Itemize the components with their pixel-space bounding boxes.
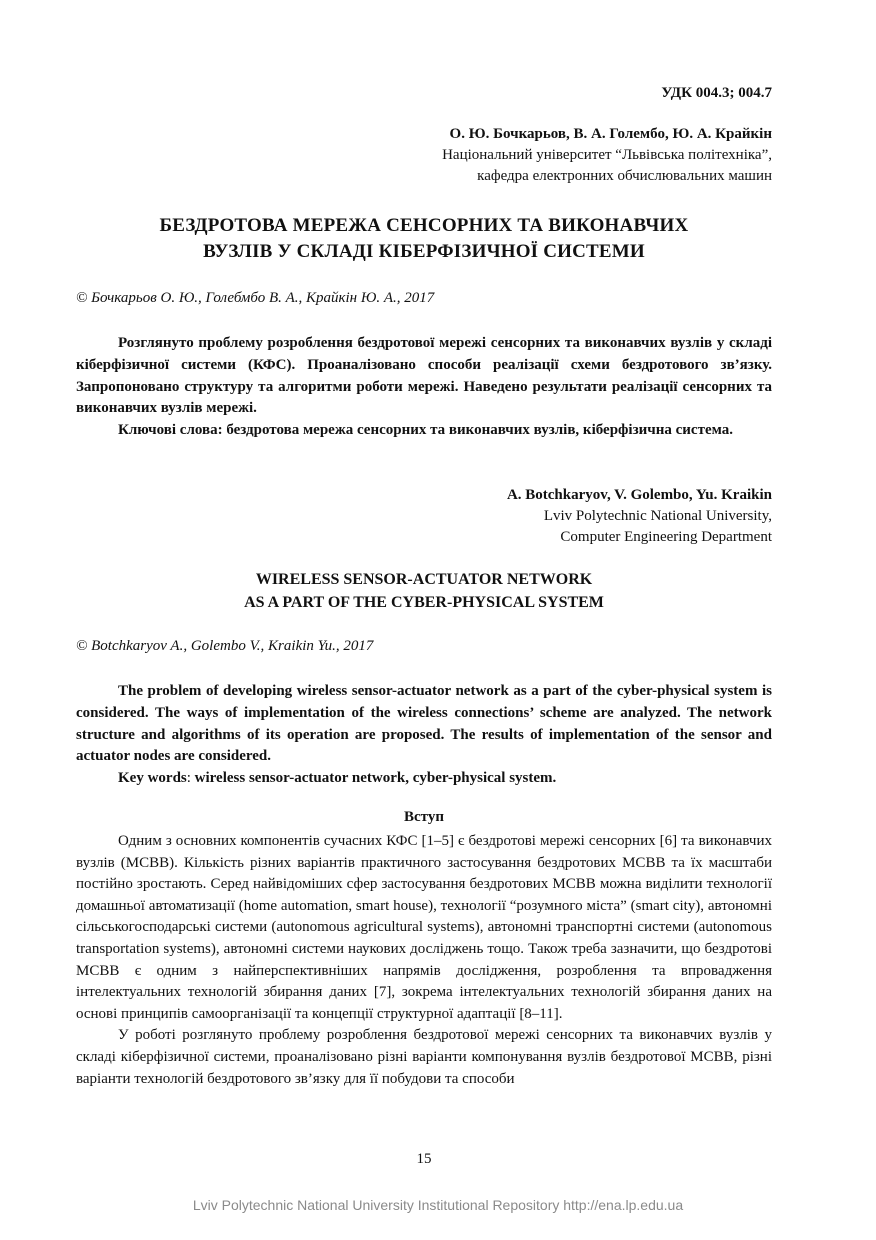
en-affiliation-line2: Computer Engineering Department xyxy=(560,529,772,545)
en-title xyxy=(76,568,772,614)
ua-copyright: © Бочкарьов О. Ю., Голебмбо В. А., Крайкін Ю. А., 2017 xyxy=(76,290,435,306)
ua-abstract-block xyxy=(76,333,772,442)
ua-keywords-line xyxy=(76,420,772,442)
intro-body xyxy=(76,831,772,1090)
ua-title-line2: ВУЗЛІВ У СКЛАДІ КІБЕРФІЗИЧНОЇ СИСТЕМИ xyxy=(203,241,645,262)
en-abstract-block xyxy=(76,681,772,790)
en-keywords-label: Key words xyxy=(118,770,187,787)
en-author-block xyxy=(507,485,772,548)
intro-paragraph-1: Одним з основних компонентів сучасних КФС [1–5] є бездротові мережі сенсорних [6] та виконавчих вузлів (МСВВ). Кількість різних варіантів практичного застосування бездротових МСВВ та їх масштаби постійно зростають. Серед найвідоміших сфер застосування бездротових МСВВ можна виділити технології домашньої автоматизації (home automation, smart house), технології “розумного міста” (smart city), автономні сільськогосподарські системи (autonomous agricultural systems), автономні транспортні системи (autonomous transportation systems), автономні системи наукових досліджень тощо. Також треба зазначити, що бездротові МСВВ є одним з найперспективніших напрямів дослідження, розроблення та впровадження інтелектуальних технологій збирання даних [7], зокрема інтелектуальних технологій збирання даних на основі принципів самоорганізації та концепції структурної адаптації [8–11]. xyxy=(76,833,772,1022)
en-abstract: The problem of developing wireless sensor-actuator network as a part of the cyber-physical system is considered. The ways of implementation of the wireless connections’ scheme are analyzed. The network structure and algorithms of its operation are proposed. The results of implementation of the sensor and actuator nodes are considered. xyxy=(76,683,772,765)
intro-heading: Вступ xyxy=(404,809,444,825)
en-keywords-line xyxy=(76,768,772,790)
en-affiliation-line1: Lviv Polytechnic National University, xyxy=(543,508,772,524)
en-keywords-separator: : xyxy=(186,770,191,787)
en-title-line2: AS A PART OF THE CYBER-PHYSICAL SYSTEM xyxy=(244,594,604,611)
ua-keywords-label: Ключові слова: xyxy=(118,422,223,439)
en-keywords: wireless sensor-actuator network, cyber-physical system. xyxy=(194,770,557,787)
paper-page xyxy=(76,0,772,1240)
ua-title-line1: БЕЗДРОТОВА МЕРЕЖА СЕНСОРНИХ ТА ВИКОНАВЧИХ xyxy=(159,215,689,236)
ua-author-block xyxy=(442,124,772,187)
page-number: 15 xyxy=(416,1151,432,1167)
intro-paragraph-2: У роботі розглянуто проблему розроблення бездротової мережі сенсорних та виконавчих вузлів у складі кіберфізичної системи, проаналізовано різні варіанти компонування вузлів бездротової МСВВ, різні варіанти технологій бездротового зв’язку для її побудови та способи xyxy=(76,1027,772,1087)
repository-footer: Lviv Polytechnic National University Institutional Repository http://ena.lp.edu.ua xyxy=(192,1197,684,1213)
en-authors: A. Botchkaryov, V. Golembo, Yu. Kraikin xyxy=(506,487,772,503)
udk-code: УДК 004.3; 004.7 xyxy=(661,85,772,101)
ua-affiliation-line2: кафедра електронних обчислювальних машин xyxy=(477,168,772,184)
en-copyright: © Botchkaryov A., Golembo V., Kraikin Yu., 2017 xyxy=(76,638,374,654)
ua-affiliation-line1: Національний університет “Львівська політехніка”, xyxy=(442,147,772,163)
ua-keywords: бездротова мережа сенсорних та виконавчих вузлів, кіберфізична система. xyxy=(226,422,733,439)
ua-abstract: Розглянуто проблему розроблення бездротової мережі сенсорних та виконавчих вузлів у складі кіберфізичної системи (КФС). Проаналізовано способи реалізації схеми бездротового зв’язку. Запропоновано структуру та алгоритми роботи мережі. Наведено результати реалізації сенсорних та виконавчих вузлів мережі. xyxy=(76,335,772,417)
ua-authors: О. Ю. Бочкарьов, В. А. Голембо, Ю. А. Крайкін xyxy=(449,126,772,142)
ua-title xyxy=(76,213,772,265)
en-title-line1: WIRELESS SENSOR-ACTUATOR NETWORK xyxy=(255,571,593,588)
